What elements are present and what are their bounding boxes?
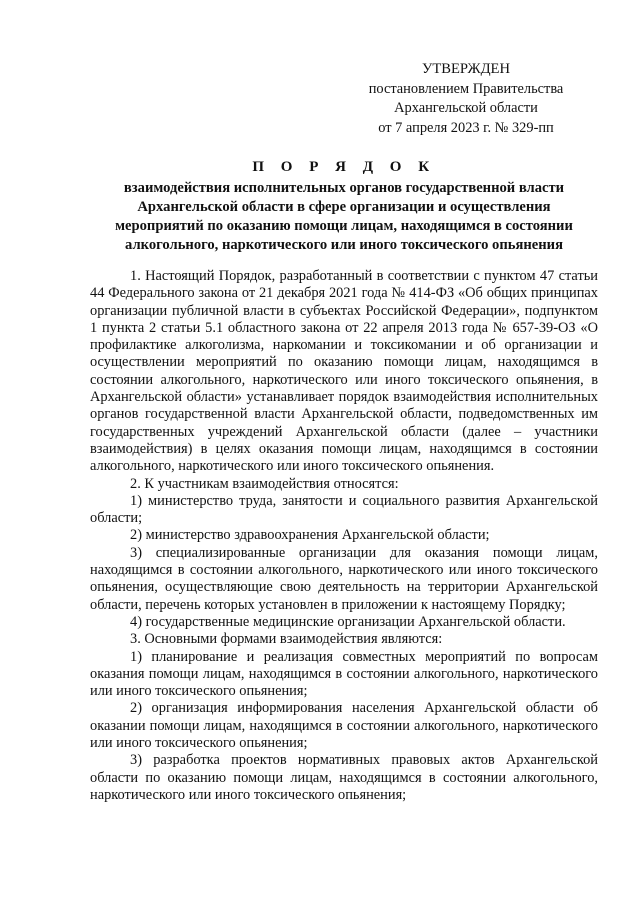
paragraph-forms-heading: 3. Основными формами взаимодействия являются: bbox=[130, 631, 443, 648]
title-line: мероприятий по оказанию помощи лицам, находящимся в состоянии bbox=[115, 218, 573, 234]
title-line: Архангельской области в сфере организации и осуществления bbox=[137, 199, 551, 215]
paragraph-participants-heading: 2. К участникам взаимодействия относятся: bbox=[130, 475, 399, 492]
title-heading: П О Р Я Д О К bbox=[252, 159, 436, 175]
paragraph-purpose: 1. Настоящий Порядок, разработанный в соответствии с пунктом 47 статьи 44 Федерального закона от 21 декабря 2021 года № 414-ФЗ «Об общих принципах организации публичной власти в субъектах Российской Федерации», подпунктом 1 пункта 2 статьи 5.1 областного закона от 22 апреля 2013 года № 657-39-ОЗ «О профилактике алкоголизма, наркомании и токсикомании и об организации и осуществлении мероприятий по оказанию помощи лицам, находящимся в состоянии алкогольного, наркотического или иного токсического опьянения, в Архангельской области» устанавливает порядок взаимодействия исполнительных органов государственной власти Архангельской области, подведомственных им государственных учреждений Архангельской области (далее – участники взаимодействия) в целях оказания помощи лицам, находящимся в состоянии алкогольного, наркотического или иного токсического опьянения. bbox=[90, 268, 598, 475]
participant-item: 1) министерство труда, занятости и социального развития Архангельской области; bbox=[90, 492, 598, 527]
participant-item: 2) министерство здравоохранения Архангельской области; bbox=[130, 527, 490, 544]
title-line: взаимодействия исполнительных органов государственной власти bbox=[123, 180, 565, 196]
document-title bbox=[88, 158, 600, 255]
form-item: 2) организация информирования населения Архангельской области об оказании помощи лицам, находящимся в состоянии алкогольного, наркотического или иного токсического опьянения; bbox=[90, 700, 598, 752]
participant-item: 3) специализированные организации для оказания помощи лицам, находящимся в состоянии алкогольного, наркотического или иного токсического опьянения, осуществляющие свою деятельность на территории Архангельской области, перечень которых установлен в приложении к настоящему Порядку; bbox=[90, 544, 598, 613]
approval-date-number: от 7 апреля 2023 г. № 329-пп bbox=[378, 119, 554, 136]
approval-decree: постановлением Правительства bbox=[368, 80, 564, 97]
approval-block bbox=[356, 60, 576, 138]
approval-region: Архангельской области bbox=[394, 100, 538, 116]
form-item: 1) планирование и реализация совместных мероприятий по вопросам оказания помощи лицам, находящимся в состоянии алкогольного, наркотического или иного токсического опьянения; bbox=[90, 648, 598, 700]
document-body bbox=[90, 268, 598, 804]
approval-status: УТВЕРЖДЕН bbox=[422, 61, 510, 77]
participant-item: 4) государственные медицинские организации Архангельской области. bbox=[130, 613, 566, 630]
form-item: 3) разработка проектов нормативных правовых актов Архангельской области по оказанию помощи лицам, находящимся в состоянии алкогольного, наркотического или иного токсического опьянения; bbox=[90, 752, 598, 803]
title-line: алкогольного, наркотического или иного токсического опьянения bbox=[125, 237, 563, 253]
